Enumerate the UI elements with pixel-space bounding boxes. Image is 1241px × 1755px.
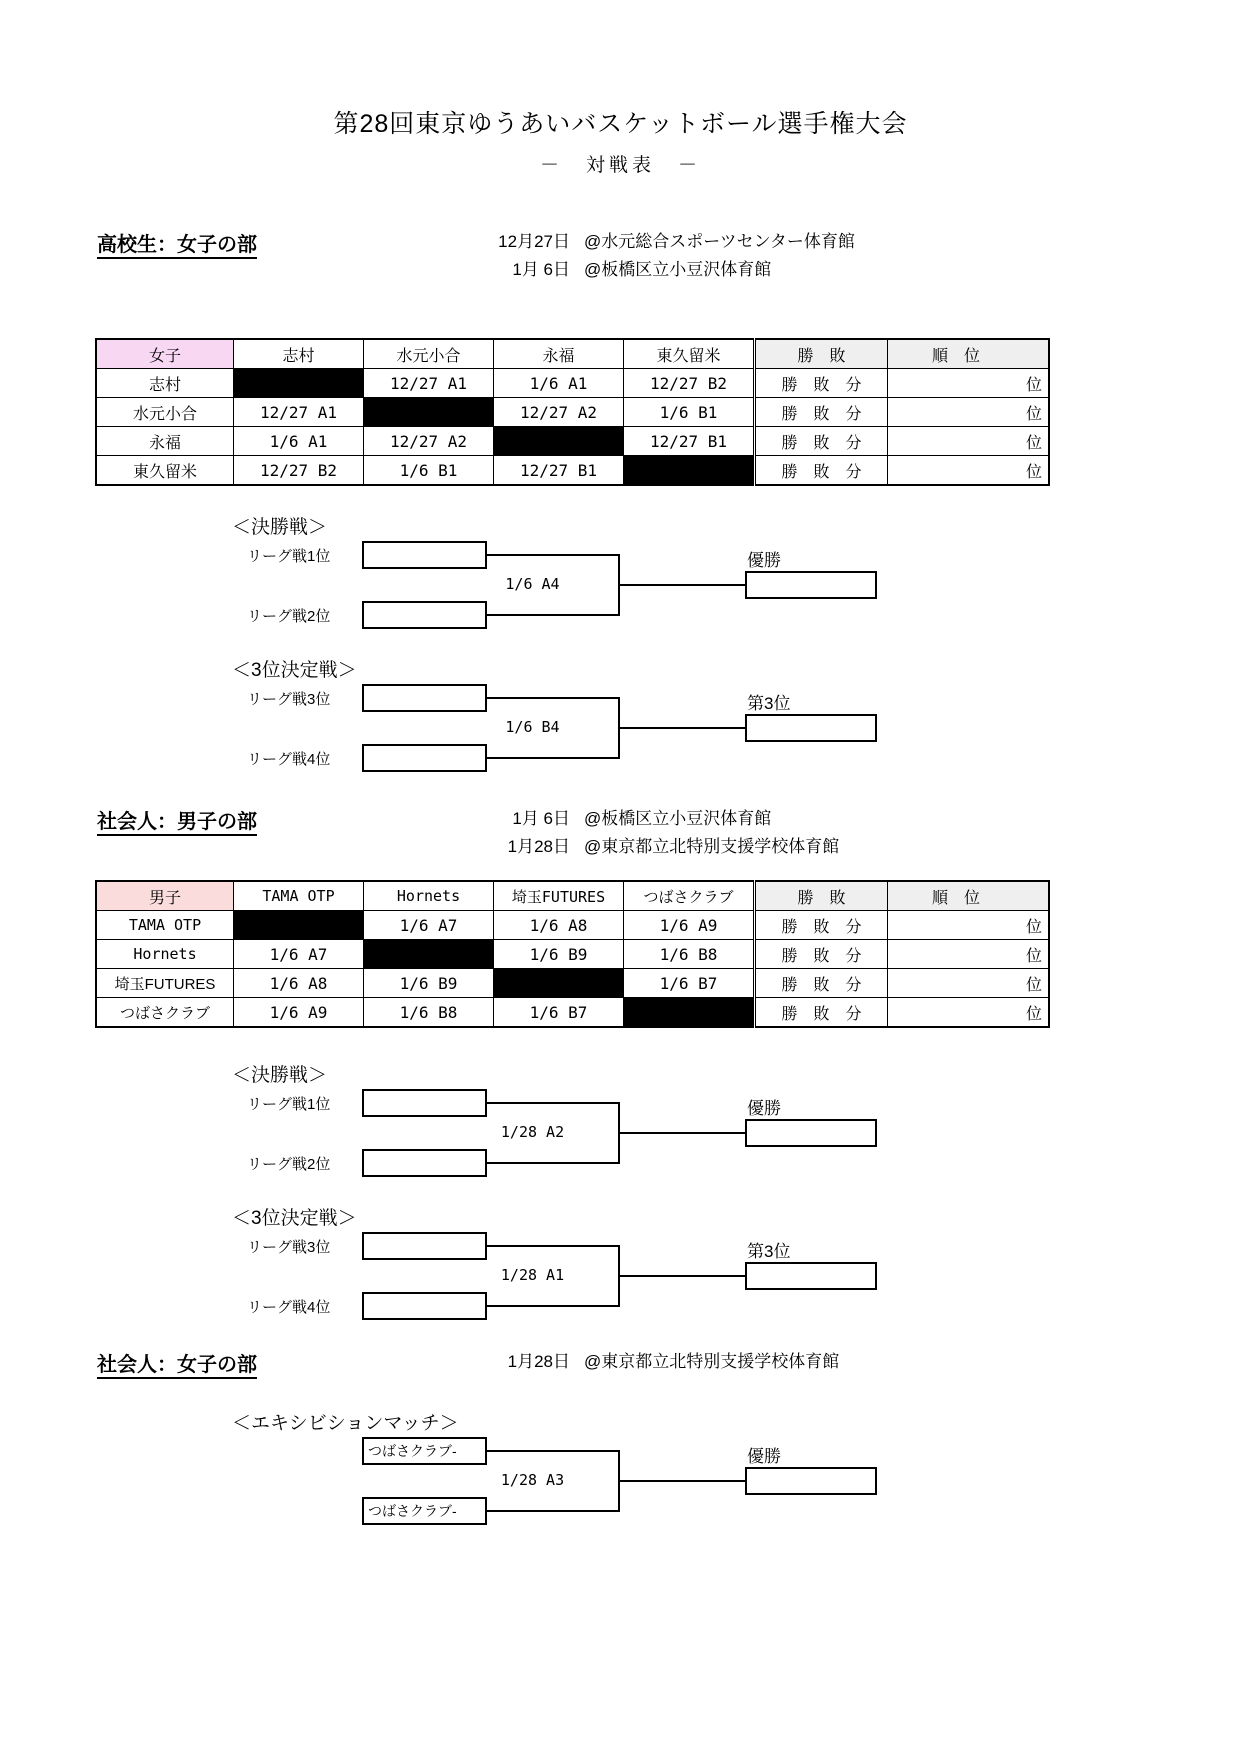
seed-box — [362, 541, 487, 569]
bracket-line — [487, 1450, 620, 1452]
seed-box — [362, 1292, 487, 1320]
self-match-cell — [364, 398, 494, 427]
record-cell: 勝 敗 分 — [755, 427, 888, 456]
exhibition-team-box: つばさクラブ- — [362, 1437, 487, 1465]
event-venue: @水元総合スポーツセンター体育館 — [584, 232, 855, 251]
record-cell: 勝 敗 分 — [755, 969, 888, 998]
team-column-header: 埼玉FUTURES — [494, 881, 624, 911]
match-code: 1/6 B4 — [505, 718, 560, 736]
section-heading-adult-women — [97, 1348, 257, 1377]
rank-header-cell: 順 位 — [888, 881, 1050, 911]
seed-box — [362, 1149, 487, 1177]
bracket-line — [620, 584, 745, 586]
winner-box — [745, 1119, 877, 1147]
self-match-cell — [494, 969, 624, 998]
winner-box — [745, 714, 877, 742]
seed-label: リーグ戦2位 — [247, 1156, 331, 1173]
match-cell: 1/6 B8 — [364, 998, 494, 1028]
corner-cell: 女子 — [96, 339, 234, 369]
winner-label: 優勝 — [747, 1447, 781, 1466]
dates-highschool-women — [478, 228, 855, 284]
bracket-line — [487, 757, 620, 759]
team-row-header: Hornets — [96, 940, 234, 969]
self-match-cell — [624, 456, 755, 486]
league-table-men — [95, 880, 1050, 1028]
match-cell: 12/27 A2 — [364, 427, 494, 456]
team-row-header: TAMA OTP — [96, 911, 234, 940]
winner-label: 優勝 — [747, 1099, 781, 1118]
match-cell: 1/6 B1 — [364, 456, 494, 486]
match-code: 1/6 A4 — [505, 575, 560, 593]
rank-header-cell: 順 位 — [888, 339, 1050, 369]
bracket-line — [487, 554, 620, 556]
record-cell: 勝 敗 分 — [755, 456, 888, 486]
seed-label: リーグ戦1位 — [247, 1096, 331, 1113]
match-cell: 1/6 A7 — [364, 911, 494, 940]
bracket-heading: ＜決勝戦＞ — [232, 1065, 328, 1086]
section-title: 社会人：女子の部 — [97, 1354, 257, 1379]
section-heading-highschool-women — [97, 228, 257, 257]
bracket-line — [487, 1245, 620, 1247]
exhibition-team-box: つばさクラブ- — [362, 1497, 487, 1525]
rank-cell: 位 — [888, 369, 1050, 398]
winner-box — [745, 1467, 877, 1495]
match-cell: 1/6 B9 — [494, 940, 624, 969]
winner-label: 第3位 — [747, 694, 791, 713]
bracket-line — [487, 614, 620, 616]
seed-label: リーグ戦4位 — [247, 1299, 331, 1316]
date-line — [478, 1348, 839, 1376]
match-cell: 12/27 B1 — [494, 456, 624, 486]
seed-label: リーグ戦3位 — [247, 1239, 331, 1256]
table-header-row — [96, 881, 1049, 911]
bracket-heading: ＜3位決定戦＞ — [232, 660, 357, 681]
event-date: 12月27日 — [498, 232, 570, 251]
seed-box — [362, 744, 487, 772]
self-match-cell — [364, 940, 494, 969]
match-code: 1/28 A2 — [500, 1123, 565, 1141]
team-row-header: 埼玉FUTURES — [96, 969, 234, 998]
seed-label: リーグ戦3位 — [247, 691, 331, 708]
team-column-header: TAMA OTP — [234, 881, 364, 911]
rank-cell: 位 — [888, 998, 1050, 1028]
rank-cell: 位 — [888, 940, 1050, 969]
seed-box — [362, 601, 487, 629]
record-cell: 勝 敗 分 — [755, 911, 888, 940]
bracket-line — [620, 1480, 745, 1482]
table-row — [96, 998, 1049, 1028]
dates-adult-women — [478, 1348, 839, 1376]
record-header-cell: 勝 敗 — [755, 881, 888, 911]
table-row — [96, 456, 1049, 486]
event-date: 1月28日 — [507, 837, 570, 856]
rank-cell: 位 — [888, 398, 1050, 427]
bracket-line — [487, 1510, 620, 1512]
date-line — [478, 805, 839, 833]
match-code: 1/28 A1 — [500, 1266, 565, 1284]
winner-label: 第3位 — [747, 1242, 791, 1261]
rank-cell: 位 — [888, 427, 1050, 456]
match-code: 1/28 A3 — [500, 1471, 565, 1489]
team-row-header: 東久留米 — [96, 456, 234, 486]
date-line — [478, 833, 839, 861]
match-cell: 1/6 B1 — [624, 398, 755, 427]
section-title: 高校生：女子の部 — [97, 234, 257, 259]
corner-cell: 男子 — [96, 881, 234, 911]
team-row-header: 永福 — [96, 427, 234, 456]
self-match-cell — [234, 911, 364, 940]
table-row — [96, 398, 1049, 427]
match-cell: 1/6 A1 — [234, 427, 364, 456]
bracket-final-men — [0, 1060, 1241, 1180]
record-cell: 勝 敗 分 — [755, 369, 888, 398]
record-cell: 勝 敗 分 — [755, 940, 888, 969]
event-venue: @板橋区立小豆沢体育館 — [584, 809, 772, 828]
dates-adult-men — [478, 805, 839, 861]
section-title: 社会人：男子の部 — [97, 811, 257, 836]
table-row — [96, 940, 1049, 969]
match-cell: 1/6 B8 — [624, 940, 755, 969]
table-row — [96, 911, 1049, 940]
bracket-exhibition — [0, 1408, 1241, 1528]
bracket-line — [487, 697, 620, 699]
team-column-header: つばさクラブ — [624, 881, 755, 911]
record-cell: 勝 敗 分 — [755, 398, 888, 427]
table-header-row — [96, 339, 1049, 369]
bracket-heading: ＜エキシビションマッチ＞ — [232, 1413, 459, 1434]
match-cell: 1/6 B9 — [364, 969, 494, 998]
match-cell: 1/6 A9 — [624, 911, 755, 940]
team-column-header: 水元小合 — [364, 339, 494, 369]
section-heading-adult-men — [97, 805, 257, 834]
team-column-header: 志村 — [234, 339, 364, 369]
team-row-header: 水元小合 — [96, 398, 234, 427]
seed-label: リーグ戦4位 — [247, 751, 331, 768]
match-cell: 12/27 B1 — [624, 427, 755, 456]
record-header-cell: 勝 敗 — [755, 339, 888, 369]
rank-cell: 位 — [888, 969, 1050, 998]
seed-box — [362, 1232, 487, 1260]
seed-label: リーグ戦2位 — [247, 608, 331, 625]
rank-cell: 位 — [888, 911, 1050, 940]
match-cell: 1/6 A7 — [234, 940, 364, 969]
bracket-line — [620, 1132, 745, 1134]
team-column-header: 東久留米 — [624, 339, 755, 369]
seed-box — [362, 684, 487, 712]
event-date: 1月 6日 — [512, 809, 570, 828]
team-row-header: 志村 — [96, 369, 234, 398]
rank-cell: 位 — [888, 456, 1050, 486]
event-venue: @東京都立北特別支援学校体育館 — [584, 1352, 840, 1371]
match-cell: 12/27 A1 — [364, 369, 494, 398]
match-cell: 12/27 A1 — [234, 398, 364, 427]
table-row — [96, 427, 1049, 456]
match-cell: 1/6 A9 — [234, 998, 364, 1028]
event-date: 1月28日 — [507, 1352, 570, 1371]
match-cell: 1/6 A8 — [234, 969, 364, 998]
self-match-cell — [234, 369, 364, 398]
date-line — [478, 256, 855, 284]
table-row — [96, 369, 1049, 398]
event-date: 1月 6日 — [512, 260, 570, 279]
page-subtitle: － 対戦表 － — [539, 155, 701, 176]
winner-box — [745, 1262, 877, 1290]
league-table-women — [95, 338, 1050, 486]
team-column-header: Hornets — [364, 881, 494, 911]
event-venue: @板橋区立小豆沢体育館 — [584, 260, 772, 279]
team-column-header: 永福 — [494, 339, 624, 369]
self-match-cell — [624, 998, 755, 1028]
match-cell: 12/27 B2 — [624, 369, 755, 398]
bracket-heading: ＜3位決定戦＞ — [232, 1208, 357, 1229]
self-match-cell — [494, 427, 624, 456]
match-cell: 12/27 B2 — [234, 456, 364, 486]
bracket-line — [620, 727, 745, 729]
table-row — [96, 969, 1049, 998]
winner-label: 優勝 — [747, 551, 781, 570]
bracket-heading: ＜決勝戦＞ — [232, 517, 328, 538]
match-cell: 1/6 B7 — [624, 969, 755, 998]
match-cell: 1/6 A8 — [494, 911, 624, 940]
bracket-line — [487, 1305, 620, 1307]
bracket-line — [487, 1162, 620, 1164]
event-venue: @東京都立北特別支援学校体育館 — [584, 837, 840, 856]
match-cell: 1/6 A1 — [494, 369, 624, 398]
match-cell: 12/27 A2 — [494, 398, 624, 427]
team-row-header: つばさクラブ — [96, 998, 234, 1028]
page-title: 第28回東京ゆうあいバスケットボール選手権大会 — [333, 110, 908, 138]
match-cell: 1/6 B7 — [494, 998, 624, 1028]
bracket-final-women — [0, 512, 1241, 632]
winner-box — [745, 571, 877, 599]
bracket-line — [620, 1275, 745, 1277]
bracket-line — [487, 1102, 620, 1104]
bracket-third-men — [0, 1203, 1241, 1323]
date-line — [478, 228, 855, 256]
bracket-third-women — [0, 655, 1241, 775]
seed-box — [362, 1089, 487, 1117]
seed-label: リーグ戦1位 — [247, 548, 331, 565]
record-cell: 勝 敗 分 — [755, 998, 888, 1028]
